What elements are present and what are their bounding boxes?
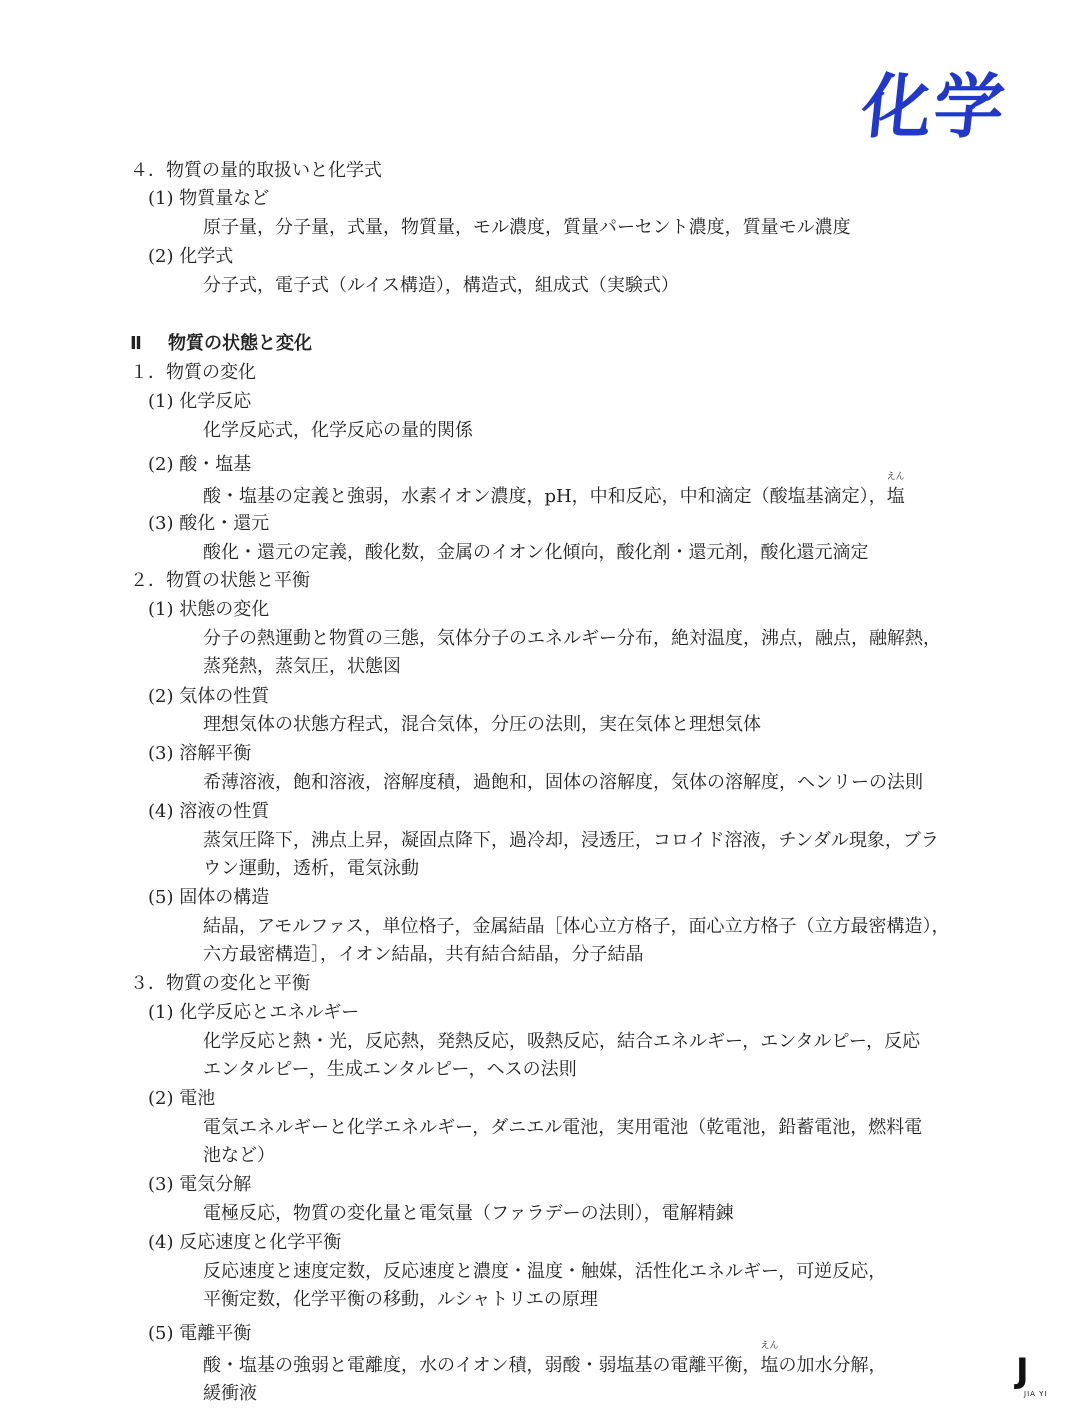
section-3-2-detail-line1: 電気エネルギーと化学エネルギー，ダニエル電池，実用電池（乾電池，鉛蓄電池，燃料電	[203, 1117, 923, 1138]
section-4-heading: ４．物質の量的取扱いと化学式	[130, 160, 382, 181]
section-3-5-detail-line1	[203, 1341, 887, 1378]
chapter-number: Ⅱ	[130, 333, 142, 354]
section-2-5-heading: (5) 固体の構造	[148, 887, 270, 908]
section-3-5-heading: (5) 電離平衡	[148, 1323, 252, 1344]
section-1-1-detail: 化学反応式，化学反応の量的関係	[203, 420, 473, 441]
section-2-heading: ２．物質の状態と平衡	[130, 570, 310, 591]
chapter-II-heading	[130, 332, 312, 356]
section-1-2-heading: (2) 酸・塩基	[148, 454, 252, 475]
section-3-heading: ３．物質の変化と平衡	[130, 973, 310, 994]
section-4-2-detail: 分子式，電子式（ルイス構造），構造式，組成式（実験式）	[203, 275, 679, 296]
section-2-5-detail-line2: 六方最密構造］，イオン結晶，共有結合結晶，分子結晶	[203, 944, 644, 965]
section-3-3-heading: (3) 電気分解	[148, 1174, 252, 1195]
ruby-base: 塩	[886, 486, 905, 507]
watermark-glyph: J	[1016, 1351, 1029, 1391]
section-4-2-heading: (2) 化学式	[148, 246, 234, 267]
ruby-reading: えん	[886, 472, 905, 482]
detail-text: 酸・塩基の定義と強弱，水素イオン濃度，pH，中和反応，中和滴定（酸塩基滴定），	[203, 486, 887, 507]
section-3-5-detail-line2: 緩衝液	[203, 1383, 257, 1404]
ruby-word	[760, 1341, 779, 1378]
ruby-reading: えん	[760, 1341, 779, 1351]
section-1-3-heading: (3) 酸化・還元	[148, 513, 270, 534]
section-3-3-detail: 電極反応，物質の変化量と電気量（ファラデーの法則），電解精錬	[203, 1203, 734, 1224]
watermark-caption: JIA YI	[1024, 1390, 1048, 1398]
detail-text: の加水分解，	[778, 1355, 887, 1376]
section-3-2-detail-line2: 池など）	[203, 1145, 275, 1166]
section-3-1-detail-line2: エンタルピー，生成エンタルピー，ヘスの法則	[203, 1059, 577, 1080]
section-1-1-heading: (1) 化学反応	[148, 391, 252, 412]
section-3-4-heading: (4) 反応速度と化学平衡	[148, 1232, 342, 1253]
section-3-1-detail-line1: 化学反応と熱・光，反応熱，発熱反応，吸熱反応，結合エネルギー，エンタルピー，反応	[203, 1031, 921, 1052]
section-2-1-detail-line1: 分子の熱運動と物質の三態，気体分子のエネルギー分布，絶対温度，沸点，融点，融解熱，	[203, 628, 941, 649]
section-2-1-heading: (1) 状態の変化	[148, 599, 270, 620]
chapter-title: 物質の状態と変化	[168, 333, 312, 354]
section-1-2-detail	[203, 472, 905, 509]
section-2-3-detail: 希薄溶液，飽和溶液，溶解度積，過飽和，固体の溶解度，気体の溶解度，ヘンリーの法則	[203, 772, 923, 793]
watermark-logo	[1016, 1351, 1056, 1400]
section-4-1-detail: 原子量，分子量，式量，物質量，モル濃度，質量パーセント濃度，質量モル濃度	[203, 217, 851, 238]
section-2-4-detail-line2: ウン運動，透析，電気泳動	[203, 858, 419, 879]
ruby-word	[886, 472, 905, 509]
section-2-2-detail: 理想気体の状態方程式，混合気体，分圧の法則，実在気体と理想気体	[203, 714, 761, 735]
section-2-4-detail-line1: 蒸気圧降下，沸点上昇，凝固点降下，過冷却，浸透圧，コロイド溶液，チンダル現象，ブラ	[203, 830, 939, 851]
section-2-3-heading: (3) 溶解平衡	[148, 743, 252, 764]
section-3-2-heading: (2) 電池	[148, 1088, 216, 1109]
section-1-3-detail: 酸化・還元の定義，酸化数，金属のイオン化傾向，酸化剤・還元剤，酸化還元滴定	[203, 542, 869, 563]
section-3-1-heading: (1) 化学反応とエネルギー	[148, 1002, 360, 1023]
section-4-1-heading: (1) 物質量など	[148, 188, 270, 209]
section-3-4-detail-line1: 反応速度と速度定数，反応速度と濃度・温度・触媒，活性化エネルギー，可逆反応，	[203, 1261, 887, 1282]
section-3-4-detail-line2: 平衡定数，化学平衡の移動，ルシャトリエの原理	[203, 1289, 598, 1310]
section-2-1-detail-line2: 蒸発熱，蒸気圧，状態図	[203, 656, 401, 677]
section-2-2-heading: (2) 気体の性質	[148, 686, 270, 707]
ruby-base: 塩	[760, 1355, 779, 1376]
section-1-heading: １．物質の変化	[130, 362, 256, 383]
detail-text: 酸・塩基の強弱と電離度，水のイオン積，弱酸・弱塩基の電離平衡，	[203, 1355, 761, 1376]
section-2-5-detail-line1: 結晶，アモルファス，単位格子，金属結晶［体心立方格子，面心立方格子（立方最密構造），	[203, 916, 950, 937]
subject-title: 化学	[857, 66, 1011, 148]
section-2-4-heading: (4) 溶液の性質	[148, 801, 270, 822]
